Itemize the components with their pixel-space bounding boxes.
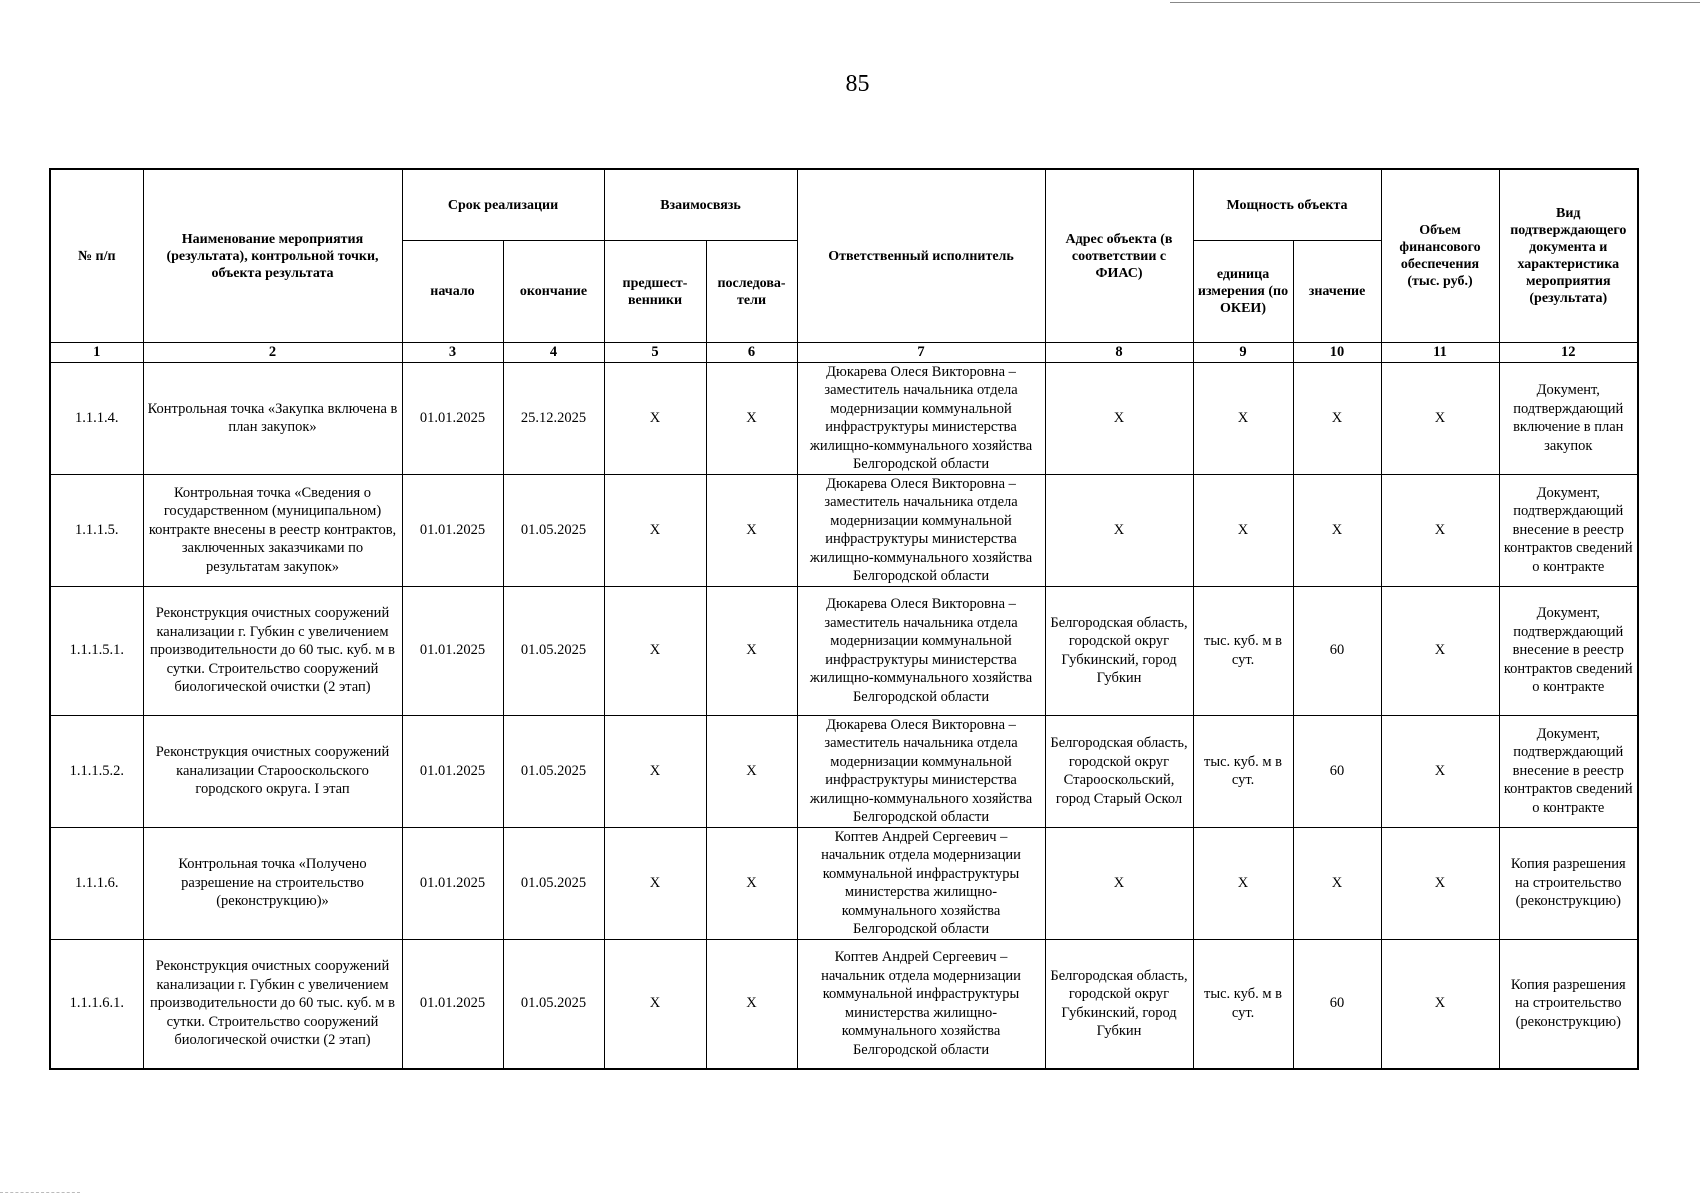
column-number: 3	[402, 343, 503, 363]
cell-doc: Документ, подтверждающий внесение в реестр контрактов сведений о контракте	[1499, 474, 1638, 586]
cell-value: X	[1293, 362, 1381, 474]
cell-value: 60	[1293, 939, 1381, 1069]
cell-address: Белгородская область, городской округ Губкинский, город Губкин	[1045, 586, 1193, 715]
cell-unit: X	[1193, 827, 1293, 939]
scan-margin-marks	[0, 1192, 80, 1193]
cell-value: 60	[1293, 586, 1381, 715]
cell-address: X	[1045, 362, 1193, 474]
cell-address: X	[1045, 474, 1193, 586]
cell-end: 01.05.2025	[503, 827, 604, 939]
cell-start: 01.01.2025	[402, 586, 503, 715]
cell-prev: X	[604, 586, 706, 715]
cell-doc: Документ, подтверждающий внесение в реестр контрактов сведений о контракте	[1499, 586, 1638, 715]
cell-name: Реконструкция очистных сооружений канализации г. Губкин с увеличением производительности до 60 тыс. куб. м в сутки. Строительство сооружений биологической очистки (2 этап)	[143, 586, 402, 715]
page-number: 85	[845, 71, 870, 97]
cell-unit: тыс. куб. м в сут.	[1193, 939, 1293, 1069]
header-term-end: окончание	[503, 241, 604, 343]
cell-finance: X	[1381, 827, 1499, 939]
cell-doc: Документ, подтверждающий внесение в реестр контрактов сведений о контракте	[1499, 715, 1638, 827]
cell-name: Контрольная точка «Сведения о государственном (муниципальном) контракте внесены в реестр контрактов, заключенных заказчиками по результатам закупок»	[143, 474, 402, 586]
cell-num: 1.1.1.5.	[50, 474, 143, 586]
table-row	[50, 474, 1638, 586]
cell-finance: X	[1381, 715, 1499, 827]
column-number: 7	[797, 343, 1045, 363]
implementation-plan-table	[49, 168, 1639, 1070]
cell-end: 01.05.2025	[503, 715, 604, 827]
cell-unit: тыс. куб. м в сут.	[1193, 715, 1293, 827]
cell-end: 01.05.2025	[503, 939, 604, 1069]
cell-start: 01.01.2025	[402, 362, 503, 474]
cell-num: 1.1.1.4.	[50, 362, 143, 474]
cell-executor: Дюкарева Олеся Викторовна – заместитель начальника отдела модернизации коммунальной инфраструктуры министерства жилищно-коммунального хозяйства Белгородской области	[797, 362, 1045, 474]
cell-address: Белгородская область, городской округ Губкинский, город Губкин	[1045, 939, 1193, 1069]
column-number-row	[50, 343, 1638, 363]
header-name: Наименование мероприятия (результата), контрольной точки, объекта результата	[143, 169, 402, 343]
cell-num: 1.1.1.5.1.	[50, 586, 143, 715]
table-row	[50, 827, 1638, 939]
table-row	[50, 362, 1638, 474]
cell-value: X	[1293, 474, 1381, 586]
table-row	[50, 715, 1638, 827]
cell-value: 60	[1293, 715, 1381, 827]
cell-num: 1.1.1.6.1.	[50, 939, 143, 1069]
cell-unit: X	[1193, 474, 1293, 586]
cell-value: X	[1293, 827, 1381, 939]
header-unit: единица измерения (по ОКЕИ)	[1193, 241, 1293, 343]
cell-finance: X	[1381, 362, 1499, 474]
cell-next: X	[706, 715, 797, 827]
column-number: 2	[143, 343, 402, 363]
header-row-top	[50, 169, 1638, 241]
cell-executor: Коптев Андрей Сергеевич – начальник отдела модернизации коммунальной инфраструктуры министерства жилищно-коммунального хозяйства Белгородской области	[797, 827, 1045, 939]
table-row	[50, 586, 1638, 715]
cell-address: X	[1045, 827, 1193, 939]
header-term: Срок реализации	[402, 169, 604, 241]
cell-next: X	[706, 827, 797, 939]
cell-next: X	[706, 939, 797, 1069]
cell-doc: Копия разрешения на строительство (реконструкцию)	[1499, 827, 1638, 939]
header-link-next: последова-тели	[706, 241, 797, 343]
cell-next: X	[706, 362, 797, 474]
column-number: 12	[1499, 343, 1638, 363]
column-number: 4	[503, 343, 604, 363]
cell-finance: X	[1381, 586, 1499, 715]
cell-name: Контрольная точка «Получено разрешение на строительство (реконструкцию)»	[143, 827, 402, 939]
column-number: 9	[1193, 343, 1293, 363]
column-number: 11	[1381, 343, 1499, 363]
header-num: № п/п	[50, 169, 143, 343]
cell-finance: X	[1381, 939, 1499, 1069]
cell-end: 25.12.2025	[503, 362, 604, 474]
header-value: значение	[1293, 241, 1381, 343]
cell-start: 01.01.2025	[402, 827, 503, 939]
cell-doc: Копия разрешения на строительство (реконструкцию)	[1499, 939, 1638, 1069]
cell-finance: X	[1381, 474, 1499, 586]
table-row	[50, 939, 1638, 1069]
cell-num: 1.1.1.6.	[50, 827, 143, 939]
cell-unit: X	[1193, 362, 1293, 474]
cell-name: Реконструкция очистных сооружений канализации г. Губкин с увеличением производительности до 60 тыс. куб. м в сутки. Строительство сооружений биологической очистки (2 этап)	[143, 939, 402, 1069]
column-number: 5	[604, 343, 706, 363]
cell-unit: тыс. куб. м в сут.	[1193, 586, 1293, 715]
header-finance: Объем финансового обеспечения (тыс. руб.)	[1381, 169, 1499, 343]
cell-start: 01.01.2025	[402, 715, 503, 827]
column-number: 8	[1045, 343, 1193, 363]
header-doc: Вид подтверждающего документа и характеристика мероприятия (результата)	[1499, 169, 1638, 343]
cell-prev: X	[604, 362, 706, 474]
header-link: Взаимосвязь	[604, 169, 797, 241]
cell-executor: Дюкарева Олеся Викторовна – заместитель начальника отдела модернизации коммунальной инфраструктуры министерства жилищно-коммунального хозяйства Белгородской области	[797, 474, 1045, 586]
column-number: 10	[1293, 343, 1381, 363]
header-capacity: Мощность объекта	[1193, 169, 1381, 241]
header-executor: Ответственный исполнитель	[797, 169, 1045, 343]
cell-name: Реконструкция очистных сооружений канализации Старооскольского городского округа. I этап	[143, 715, 402, 827]
header-address: Адрес объекта (в соответствии с ФИАС)	[1045, 169, 1193, 343]
cell-end: 01.05.2025	[503, 586, 604, 715]
cell-next: X	[706, 586, 797, 715]
cell-start: 01.01.2025	[402, 939, 503, 1069]
column-number: 6	[706, 343, 797, 363]
column-number: 1	[50, 343, 143, 363]
cell-address: Белгородская область, городской округ Старооскольский, город Старый Оскол	[1045, 715, 1193, 827]
cell-num: 1.1.1.5.2.	[50, 715, 143, 827]
cell-name: Контрольная точка «Закупка включена в план закупок»	[143, 362, 402, 474]
cell-next: X	[706, 474, 797, 586]
scan-top-rule	[1170, 2, 1700, 3]
cell-prev: X	[604, 827, 706, 939]
cell-prev: X	[604, 939, 706, 1069]
cell-prev: X	[604, 474, 706, 586]
cell-executor: Дюкарева Олеся Викторовна – заместитель начальника отдела модернизации коммунальной инфраструктуры министерства жилищно-коммунального хозяйства Белгородской области	[797, 586, 1045, 715]
cell-doc: Документ, подтверждающий включение в план закупок	[1499, 362, 1638, 474]
cell-prev: X	[604, 715, 706, 827]
header-link-prev: предшест-венники	[604, 241, 706, 343]
cell-executor: Дюкарева Олеся Викторовна – заместитель начальника отдела модернизации коммунальной инфраструктуры министерства жилищно-коммунального хозяйства Белгородской области	[797, 715, 1045, 827]
cell-start: 01.01.2025	[402, 474, 503, 586]
header-term-start: начало	[402, 241, 503, 343]
cell-executor: Коптев Андрей Сергеевич – начальник отдела модернизации коммунальной инфраструктуры министерства жилищно-коммунального хозяйства Белгородской области	[797, 939, 1045, 1069]
cell-end: 01.05.2025	[503, 474, 604, 586]
